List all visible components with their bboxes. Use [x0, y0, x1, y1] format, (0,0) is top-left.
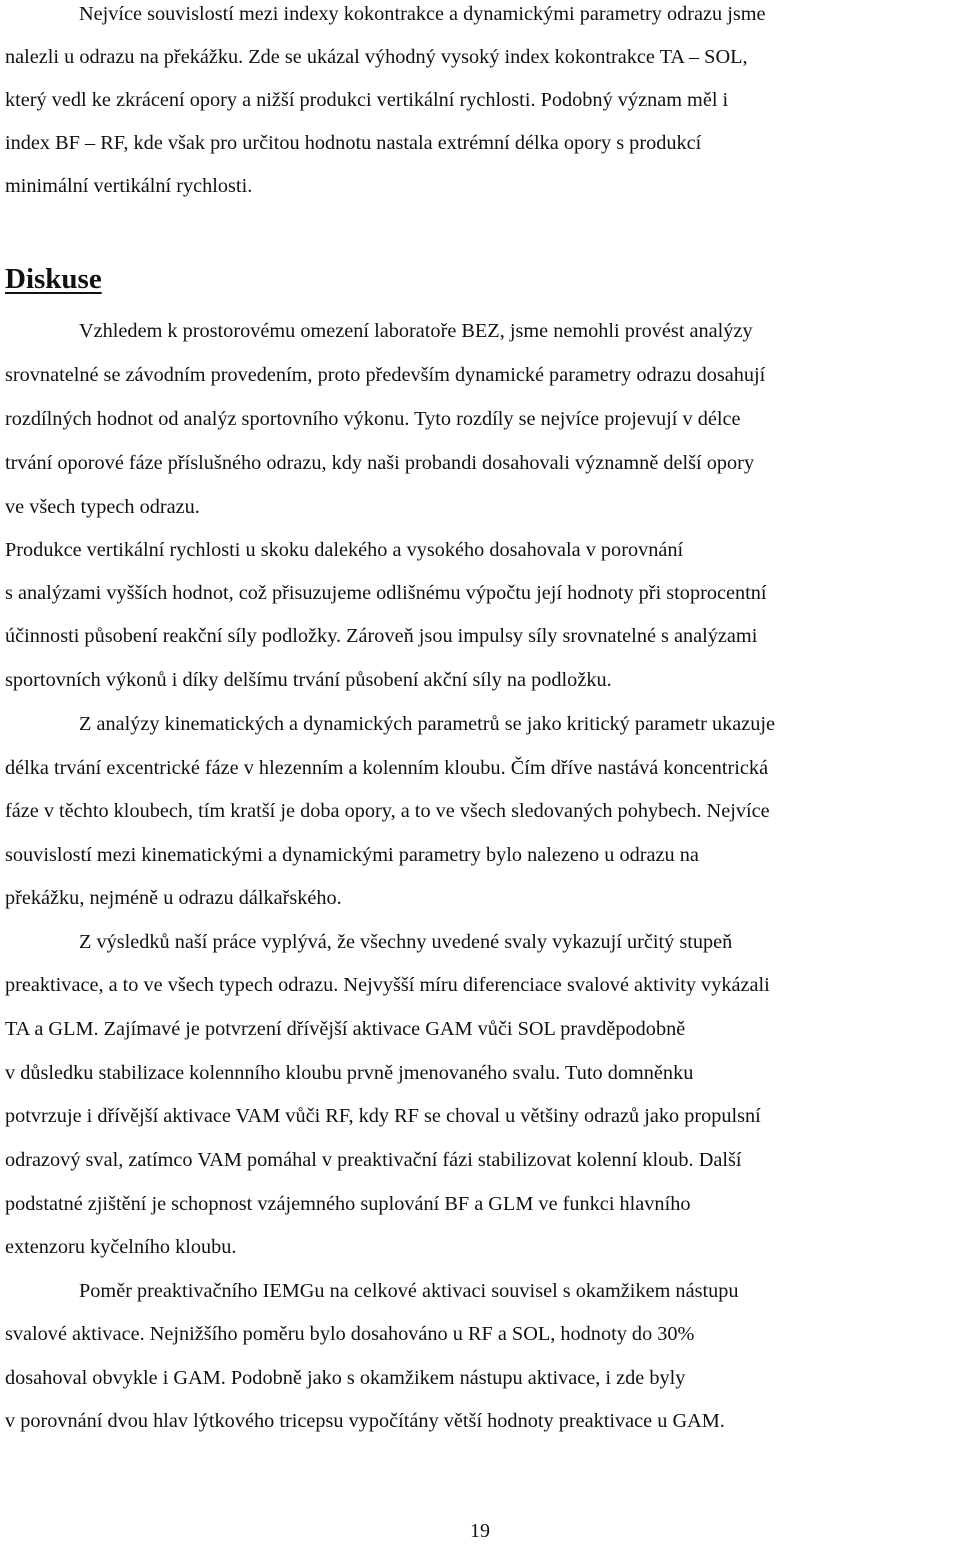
text-line: minimální vertikální rychlosti.: [5, 175, 253, 197]
text-line: Produkce vertikální rychlosti u skoku dalekého a vysokého dosahovala v porovnání: [5, 539, 684, 561]
text-line: v porovnání dvou hlav lýtkového tricepsu vypočítány větší hodnoty preaktivace u GAM.: [5, 1410, 725, 1432]
text-line: rozdílných hodnot od analýz sportovního výkonu. Tyto rozdíly se nejvíce projevují v délce: [5, 408, 741, 430]
text-line: fáze v těchto kloubech, tím kratší je doba opory, a to ve všech sledovaných pohybech. Nejvíce: [5, 800, 770, 822]
text-line: s analýzami vyšších hodnot, což přisuzujeme odlišnému výpočtu její hodnoty při stoprocentní: [5, 582, 767, 604]
text-line: v důsledku stabilizace kolennního kloubu prvně jmenovaného svalu. Tuto domněnku: [5, 1062, 694, 1084]
text-line: Poměr preaktivačního IEMGu na celkové aktivaci souvisel s okamžikem nástupu: [79, 1280, 739, 1302]
text-line: Z analýzy kinematických a dynamických parametrů se jako kritický parametr ukazuje: [79, 713, 776, 735]
text-line: souvislostí mezi kinematickými a dynamickými parametry bylo nalezeno u odrazu na: [5, 844, 699, 866]
section-heading: Diskuse: [5, 263, 102, 295]
text-line: dosahoval obvykle i GAM. Podobně jako s okamžikem nástupu aktivace, i zde byly: [5, 1367, 686, 1389]
text-line: účinnosti působení reakční síly podložky. Zároveň jsou impulsy síly srovnatelné s analýzami: [5, 625, 758, 647]
text-line: TA a GLM. Zajímavé je potvrzení dřívější aktivace GAM vůči SOL pravděpodobně: [5, 1018, 686, 1040]
text-line: délka trvání excentrické fáze v hlezenním a kolenním kloubu. Čím dříve nastává koncentrická: [5, 757, 769, 779]
text-line: Nejvíce souvislostí mezi indexy kokontrakce a dynamickými parametry odrazu jsme: [79, 3, 766, 25]
text-line: Vzhledem k prostorovému omezení laboratoře BEZ, jsme nemohli provést analýzy: [79, 320, 753, 342]
text-line: odrazový sval, zatímco VAM pomáhal v preaktivační fázi stabilizovat kolenní kloub. Další: [5, 1149, 742, 1171]
text-line: preaktivace, a to ve všech typech odrazu. Nejvyšší míru diferenciace svalové aktivity vykázali: [5, 974, 770, 996]
text-line: Z výsledků naší práce vyplývá, že všechny uvedené svaly vykazují určitý stupeň: [79, 931, 733, 953]
text-line: podstatné zjištění je schopnost vzájemného suplování BF a GLM ve funkci hlavního: [5, 1193, 691, 1215]
page-number: 19: [470, 1520, 490, 1542]
text-line: překážku, nejméně u odrazu dálkařského.: [5, 887, 342, 909]
text-line: ve všech typech odrazu.: [5, 496, 200, 518]
text-line: index BF – RF, kde však pro určitou hodnotu nastala extrémní délka opory s produkcí: [5, 132, 702, 154]
text-line: sportovních výkonů i díky delšímu trvání působení akční síly na podložku.: [5, 669, 612, 691]
text-line: který vedl ke zkrácení opory a nižší produkci vertikální rychlosti. Podobný význam měl i: [5, 89, 729, 111]
text-line: potvrzuje i dřívější aktivace VAM vůči RF, kdy RF se choval u většiny odrazů jako propulsní: [5, 1105, 761, 1127]
text-line: nalezli u odrazu na překážku. Zde se ukázal výhodný vysoký index kokontrakce TA – SOL,: [5, 46, 748, 68]
text-line: srovnatelné se závodním provedením, proto především dynamické parametry odrazu dosahují: [5, 364, 766, 386]
text-line: trvání oporové fáze příslušného odrazu, kdy naši probandi dosahovali významně delší opory: [5, 452, 755, 474]
text-line: svalové aktivace. Nejnižšího poměru bylo dosahováno u RF a SOL, hodnoty do 30%: [5, 1323, 695, 1345]
text-line: extenzoru kyčelního kloubu.: [5, 1236, 237, 1258]
